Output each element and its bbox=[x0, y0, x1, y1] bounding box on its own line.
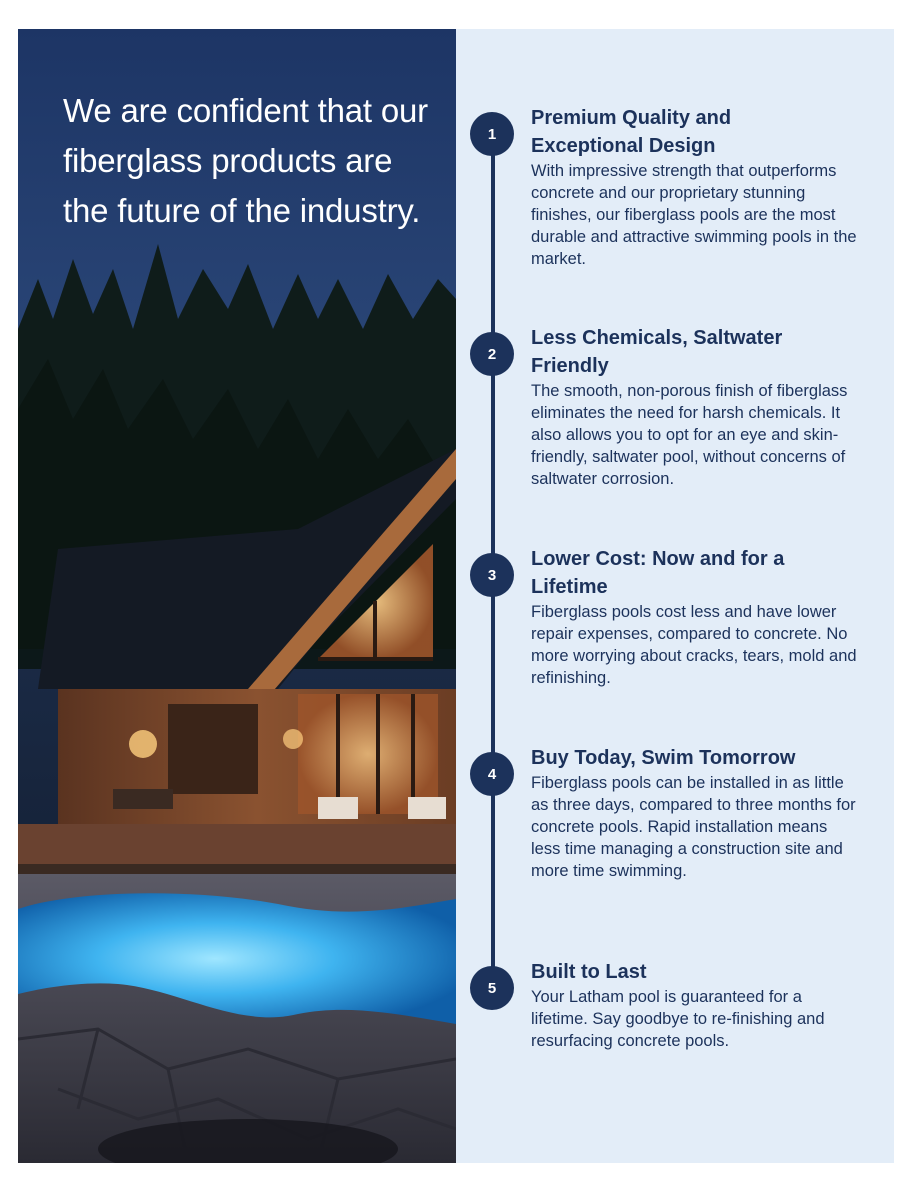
feature-title: Buy Today, Swim Tomorrow bbox=[531, 747, 796, 769]
step-number-badge: 5 bbox=[470, 966, 514, 1010]
pool-house-photo bbox=[18, 29, 456, 1163]
headline: We are confident that our fiberglass products are the future of the industry. bbox=[63, 92, 428, 229]
step-number-badge: 3 bbox=[470, 553, 514, 597]
feature-description: Fiberglass pools can be installed in as little as three days, compared to three months for concrete pools. Rapid installation means less time managing a construction site and more time swimming. bbox=[531, 774, 856, 880]
feature-description: With impressive strength that outperforms concrete and our proprietary stunning finishes, our fiberglass pools are the most durable and attractive swimming pools in the market. bbox=[531, 162, 857, 268]
feature-description: Your Latham pool is guaranteed for a lifetime. Say goodbye to re-finishing and resurfacing concrete pools. bbox=[531, 988, 825, 1050]
feature-title: Premium Quality and Exceptional Design bbox=[531, 107, 732, 157]
step-number-badge: 2 bbox=[470, 332, 514, 376]
brochure-page bbox=[18, 29, 894, 1163]
feature-title: Built to Last bbox=[531, 961, 647, 983]
features-panel bbox=[456, 29, 894, 1163]
feature-title: Lower Cost: Now and for a Lifetime bbox=[531, 548, 785, 598]
feature-description: The smooth, non-porous finish of fiberglass eliminates the need for harsh chemicals. It also allows you to opt for an eye and skin-friendly, saltwater pool, without concerns of saltwater corrosion. bbox=[531, 382, 848, 488]
feature-description: Fiberglass pools cost less and have lower repair expenses, compared to concrete. No more worrying about cracks, tears, mold and refinishing. bbox=[531, 603, 857, 687]
step-number-badge: 4 bbox=[470, 752, 514, 796]
feature-title: Less Chemicals, Saltwater Friendly bbox=[531, 327, 783, 377]
step-number-badge: 1 bbox=[470, 112, 514, 156]
